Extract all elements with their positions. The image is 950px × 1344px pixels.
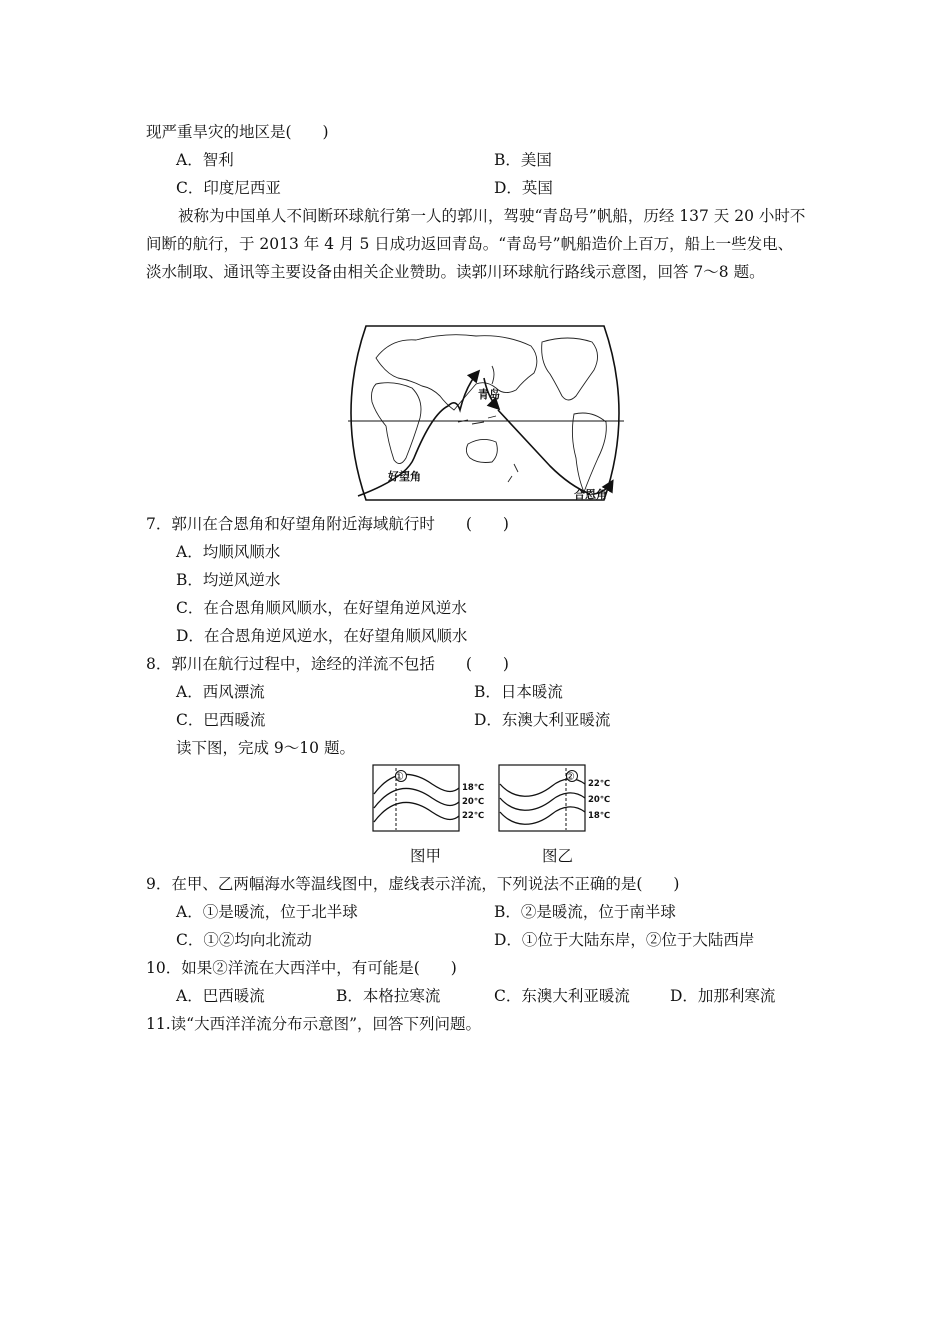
q9-option-d: D．①位于大陆东岸，②位于大陆西岸 <box>494 931 755 949</box>
q7-option-d: D．在合恩角逆风逆水，在好望角顺风顺水 <box>176 627 468 645</box>
intro-9-10: 读下图，完成 9～10 题。 <box>176 739 355 757</box>
q10-option-c: C．东澳大利亚暖流 <box>494 987 630 1005</box>
q7-option-c: C．在合恩角顺风顺水，在好望角逆风逆水 <box>176 599 467 617</box>
q10-option-a: A．巴西暖流 <box>176 987 265 1005</box>
q9-stem: 9．在甲、乙两幅海水等温线图中，虚线表示洋流，下列说法不正确的是( ) <box>146 875 680 893</box>
q6-option-d: D．英国 <box>494 179 553 197</box>
caption-yi: 图乙 <box>542 847 574 865</box>
q7-stem: 7．郭川在合恩角和好望角附近海域航行时 ( ) <box>146 515 509 533</box>
world-route-map <box>336 318 634 508</box>
jia-temp-2: 20℃ <box>462 797 485 807</box>
q9-option-a: A．①是暖流，位于北半球 <box>176 903 358 921</box>
figure-yi <box>498 764 628 832</box>
figure-jia <box>372 764 502 832</box>
q8-stem: 8．郭川在航行过程中，途经的洋流不包括 ( ) <box>146 655 509 673</box>
label-qingdao: 青岛 <box>478 388 500 401</box>
yi-temp-3: 18℃ <box>588 811 611 821</box>
q10-option-b: B．本格拉寒流 <box>336 987 441 1005</box>
q8-option-a: A．西风漂流 <box>176 683 265 701</box>
passage-text: 被称为中国单人不间断环球航行第一人的郭川，驾驶“青岛号”帆船，历经 137 天 20 小时不间断的航行，于 2013 年 4 月 5 日成功返回青岛。“青岛号”帆船造价上百万，船上一些发电、淡水制取、通讯等主要设备由相关企业赞助。读郭川环球航行路线示意图，回答 7～8 题。 <box>146 207 806 281</box>
yi-temp-2: 20℃ <box>588 795 611 805</box>
q9-option-c: C．①②均向北流动 <box>176 931 312 949</box>
jia-temp-1: 18℃ <box>462 783 485 793</box>
marker-2: ② <box>565 770 575 783</box>
q6-option-c: C．印度尼西亚 <box>176 179 281 197</box>
yi-temp-1: 22℃ <box>588 779 611 789</box>
q8-option-d: D．东澳大利亚暖流 <box>474 711 611 729</box>
caption-jia: 图甲 <box>410 847 442 865</box>
q9-option-b: B．②是暖流，位于南半球 <box>494 903 676 921</box>
q10-option-d: D．加那利寒流 <box>670 987 776 1005</box>
q7-option-b: B．均逆风逆水 <box>176 571 281 589</box>
q8-option-b: B．日本暖流 <box>474 683 563 701</box>
q6-option-b: B．美国 <box>494 151 552 169</box>
label-cape-horn: 合恩角 <box>574 488 607 501</box>
q6-option-a: A．智利 <box>176 151 234 169</box>
marker-1: ① <box>394 770 404 783</box>
q11-stem: 11.读“大西洋洋流分布示意图”，回答下列问题。 <box>146 1015 481 1033</box>
q10-stem: 10．如果②洋流在大西洋中，有可能是( ) <box>146 959 457 977</box>
jia-temp-3: 22℃ <box>462 811 485 821</box>
label-good-hope: 好望角 <box>388 470 421 483</box>
q6-stem: 现严重旱灾的地区是( ) <box>146 123 329 141</box>
q8-option-c: C．巴西暖流 <box>176 711 266 729</box>
q7-option-a: A．均顺风顺水 <box>176 543 281 561</box>
